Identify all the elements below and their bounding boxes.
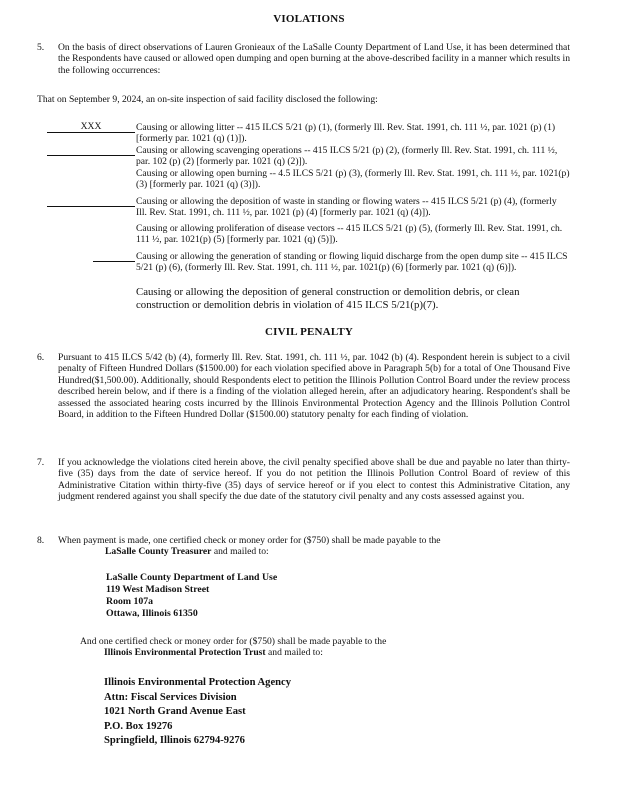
address-line: Springfield, Illinois 62794-9276 [104, 735, 245, 746]
violation-text: Causing or allowing proliferation of disease vectors -- 415 ILCS 5/21 (p) (5), (formerly Ill. Rev. Stat. 1991, ch. 111 ½, par. 1021(p) (5) [formerly par. 1021 (q) (5)]). [136, 223, 563, 246]
address-line: Room 107a [106, 596, 154, 607]
violation-text: Causing or allowing the deposition of waste in standing or flowing waters -- 415 ILCS 5/21 (p) (4), (formerly Ill. Rev. Stat. 1991, ch. 111 ½, par. 1021 (p) (4) [formerly par. 1021 (q) (4)]). [136, 196, 557, 219]
violation-checkmark [47, 196, 135, 207]
violation-checkmark [47, 145, 135, 156]
violation-text: Causing or allowing the generation of standing or flowing liquid discharge from the open dump site -- 415 ILCS 5/21 (p) (6), (formerly Ill. Rev. Stat. 1991, ch. 111 ½, par. 1021(p) (6) [formerly par. 1021 (q) (6)]). [136, 251, 568, 274]
address-line: P.O. Box 19276 [104, 720, 173, 732]
payee-name: LaSalle County Treasurer [105, 546, 212, 558]
paragraph-7 [37, 457, 570, 503]
inspection-intro: That on September 9, 2024, an on-site inspection of said facility disclosed the following: [37, 94, 378, 105]
address-line: LaSalle County Department of Land Use [106, 572, 278, 583]
paragraph-number: 8. [37, 535, 45, 546]
violation-checkmark [93, 251, 135, 262]
violations-heading: VIOLATIONS [273, 13, 345, 25]
paragraph-text: If you acknowledge the violations cited herein above, the civil penalty specified above shall be due and payable no later than thirty-five (35) days from the date of service hereof. If you do not petition the Illinois Pollution Control Board of review of this Administrative Citation within thirty-five (35) days of service hereof or if you elect to contest this Administrative Citation, any judgment rendered against you shall specify the due date of the statutory civil penalty and any costs assessed against you. [58, 457, 570, 503]
violation-checkmark: XXX [47, 122, 135, 133]
address-line: 119 West Madison Street [106, 584, 210, 595]
payee-suffix: and mailed to: [211, 546, 269, 558]
violation-text: Causing or allowing scavenging operations -- 415 ILCS 5/21 (p) (2), (formerly Ill. Rev. Stat. 1991, ch. 111 ½, par. 102 (p) (2) [formerly par. 1021 (q) (2)]). [136, 145, 558, 168]
violation-checkmark [47, 223, 135, 234]
address-line: Ottawa, Illinois 61350 [106, 608, 198, 619]
address-line: 1021 North Grand Avenue East [104, 706, 246, 717]
address-line: Illinois Environmental Protection Agency [104, 677, 292, 688]
paragraph-8 [37, 535, 570, 558]
mailing-address-iepa [104, 676, 291, 749]
mailing-address-county [106, 572, 277, 620]
second-check-instructions [80, 636, 610, 659]
violation-text: Causing or allowing litter -- 415 ILCS 5/21 (p) (1), (formerly Ill. Rev. Stat. 1991, ch. 111 ½, par. 1021 (p) (1) [formerly par. 1021 (q) (1)]). [136, 122, 556, 145]
civil-penalty-heading: CIVIL PENALTY [264, 326, 354, 338]
paragraph-text: When payment is made, one certified check or money order for ($750) shall be made payable to the [58, 535, 441, 546]
address-line: Attn: Fiscal Services Division [104, 691, 237, 703]
second-check-text: And one certified check or money order for ($750) shall be made payable to the [80, 636, 387, 647]
payee-suffix: and mailed to: [265, 647, 323, 659]
paragraph-6 [37, 352, 570, 421]
violation-text: Causing or allowing the deposition of general construction or demolition debris, or clean construction or demolition debris in violation of 415 ILCS 5/21(p)(7). [136, 286, 520, 311]
violation-checkmark [47, 168, 135, 179]
paragraph-5 [37, 42, 570, 76]
paragraph-text: Pursuant to 415 ILCS 5/42 (b) (4), formerly Ill. Rev. Stat. 1991, ch. 111 ½, par. 1042 (b) (4). Respondent herein is subject to a civil penalty of Fifteen Hundred Dollars ($1500.00) for each violation specified above in Paragraph 5(b) for a total of One Thousand Five Hundred($1,500.00). Additionally, should Respondents elect to petition the Illinois Pollution Control Board under the review process described herein below, and if there is a finding of the violation alleged herein, after an adjudicatory hearing. Respondent's shall be assessed the associated hearing costs incurred by the Illinois Environmental Protection Agency and the Illinois Pollution Control Board, in addition to the Fifteen Hundred Dollar ($1500.00) statutory penalty for each finding of violation. [58, 352, 570, 421]
paragraph-number: 6. [37, 352, 45, 363]
paragraph-text: On the basis of direct observations of Lauren Gronieaux of the LaSalle County Department of Land Use, it has been determined that the Respondents have caused or allowed open dumping and open burning at the above-described facility in a manner which results in the following occurrences: [58, 42, 570, 76]
violation-text: Causing or allowing open burning -- 4.5 ILCS 5/21 (p) (3), (formerly Ill. Rev. Stat. 1991, ch. 111 ½, par. 1021(p) (3) [formerly par. 1021 (q) (3)]). [136, 168, 570, 191]
paragraph-number: 7. [37, 457, 45, 468]
violation-checkmark [47, 286, 135, 297]
payee-name: Illinois Environmental Protection Trust [104, 647, 266, 659]
paragraph-number: 5. [37, 42, 45, 53]
